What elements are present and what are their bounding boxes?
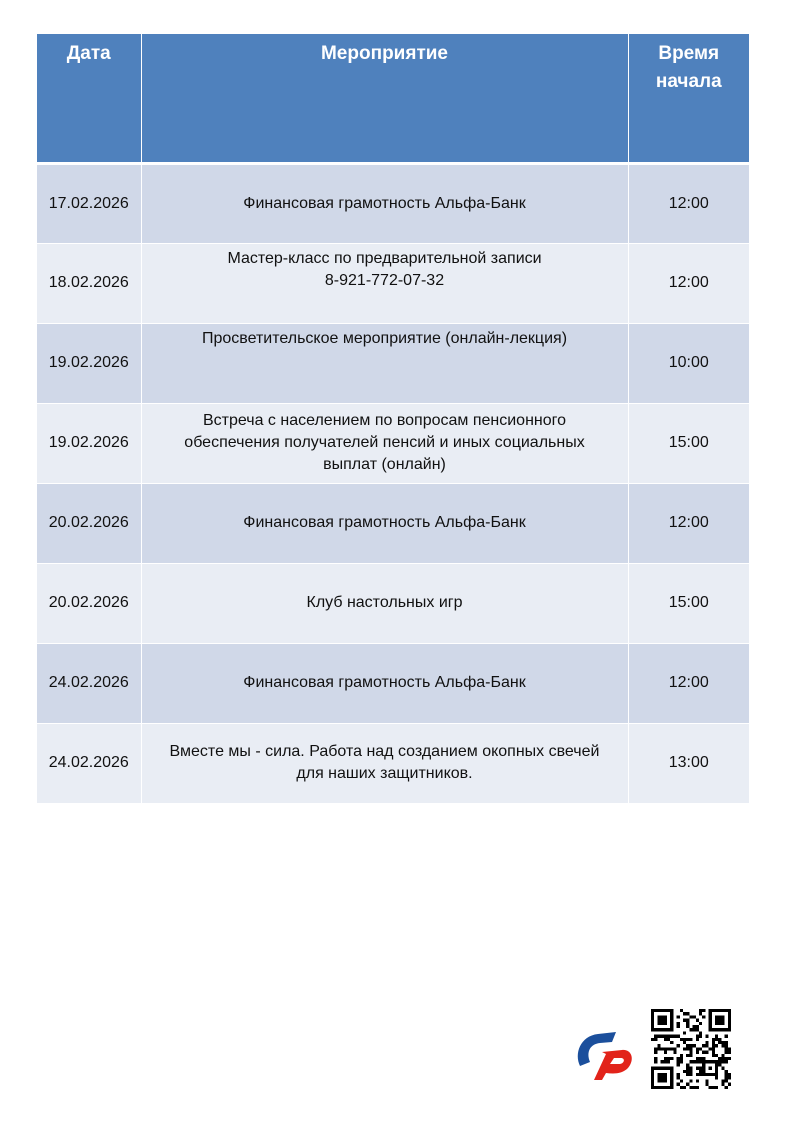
table-row bbox=[37, 723, 749, 803]
event-line: Финансовая грамотность Альфа-Банк bbox=[243, 674, 526, 691]
schedule-table bbox=[37, 34, 749, 804]
row-time: 12:00 bbox=[628, 163, 749, 243]
event-line: 8-921-772-07-32 bbox=[324, 271, 445, 289]
row-date: 24.02.2026 bbox=[37, 643, 141, 723]
table-row bbox=[37, 483, 749, 563]
row-event bbox=[141, 563, 628, 643]
table-row bbox=[37, 563, 749, 643]
header-event: Мероприятие bbox=[141, 34, 628, 163]
header-row bbox=[37, 34, 749, 163]
row-time: 15:00 bbox=[628, 403, 749, 483]
event-line: Встреча с населением по вопросам пенсионного bbox=[202, 412, 567, 429]
table-row bbox=[37, 403, 749, 483]
row-event bbox=[141, 643, 628, 723]
row-time: 12:00 bbox=[628, 643, 749, 723]
row-time: 12:00 bbox=[628, 483, 749, 563]
row-event bbox=[141, 243, 628, 323]
row-event bbox=[141, 483, 628, 563]
table-row bbox=[37, 243, 749, 323]
row-date: 24.02.2026 bbox=[37, 723, 141, 803]
row-date: 20.02.2026 bbox=[37, 483, 141, 563]
event-line: Финансовая грамотность Альфа-Банк bbox=[243, 514, 526, 531]
row-date: 18.02.2026 bbox=[37, 243, 141, 323]
row-date: 19.02.2026 bbox=[37, 403, 141, 483]
row-event bbox=[141, 323, 628, 403]
event-line: обеспечения получателей пенсий и иных социальных bbox=[184, 434, 585, 451]
header-time bbox=[628, 34, 749, 163]
table-row bbox=[37, 643, 749, 723]
row-event bbox=[141, 723, 628, 803]
event-line: Просветительское мероприятие (онлайн-лекция) bbox=[201, 329, 568, 347]
row-time: 12:00 bbox=[628, 243, 749, 323]
event-line: Клуб настольных игр bbox=[306, 594, 463, 611]
row-date: 19.02.2026 bbox=[37, 323, 141, 403]
event-line: Мастер-класс по предварительной записи bbox=[227, 249, 542, 267]
header-date: Дата bbox=[37, 34, 141, 163]
event-line: Финансовая грамотность Альфа-Банк bbox=[243, 194, 526, 212]
row-time: 10:00 bbox=[628, 323, 749, 403]
social-fund-logo-icon bbox=[572, 1022, 638, 1080]
event-line: Вместе мы - сила. Работа над созданием окопных свечей bbox=[169, 743, 600, 760]
header-time-line2: начала bbox=[655, 71, 722, 92]
table-row bbox=[37, 163, 749, 243]
row-event bbox=[141, 403, 628, 483]
row-event bbox=[141, 163, 628, 243]
event-line: выплат (онлайн) bbox=[323, 456, 446, 473]
row-time: 13:00 bbox=[628, 723, 749, 803]
row-date: 17.02.2026 bbox=[37, 163, 141, 243]
row-time: 15:00 bbox=[628, 563, 749, 643]
header-time-line1: Время bbox=[658, 43, 720, 64]
qr-code-icon bbox=[651, 1009, 731, 1089]
table-row bbox=[37, 323, 749, 403]
row-date: 20.02.2026 bbox=[37, 563, 141, 643]
event-line: для наших защитников. bbox=[296, 765, 473, 782]
